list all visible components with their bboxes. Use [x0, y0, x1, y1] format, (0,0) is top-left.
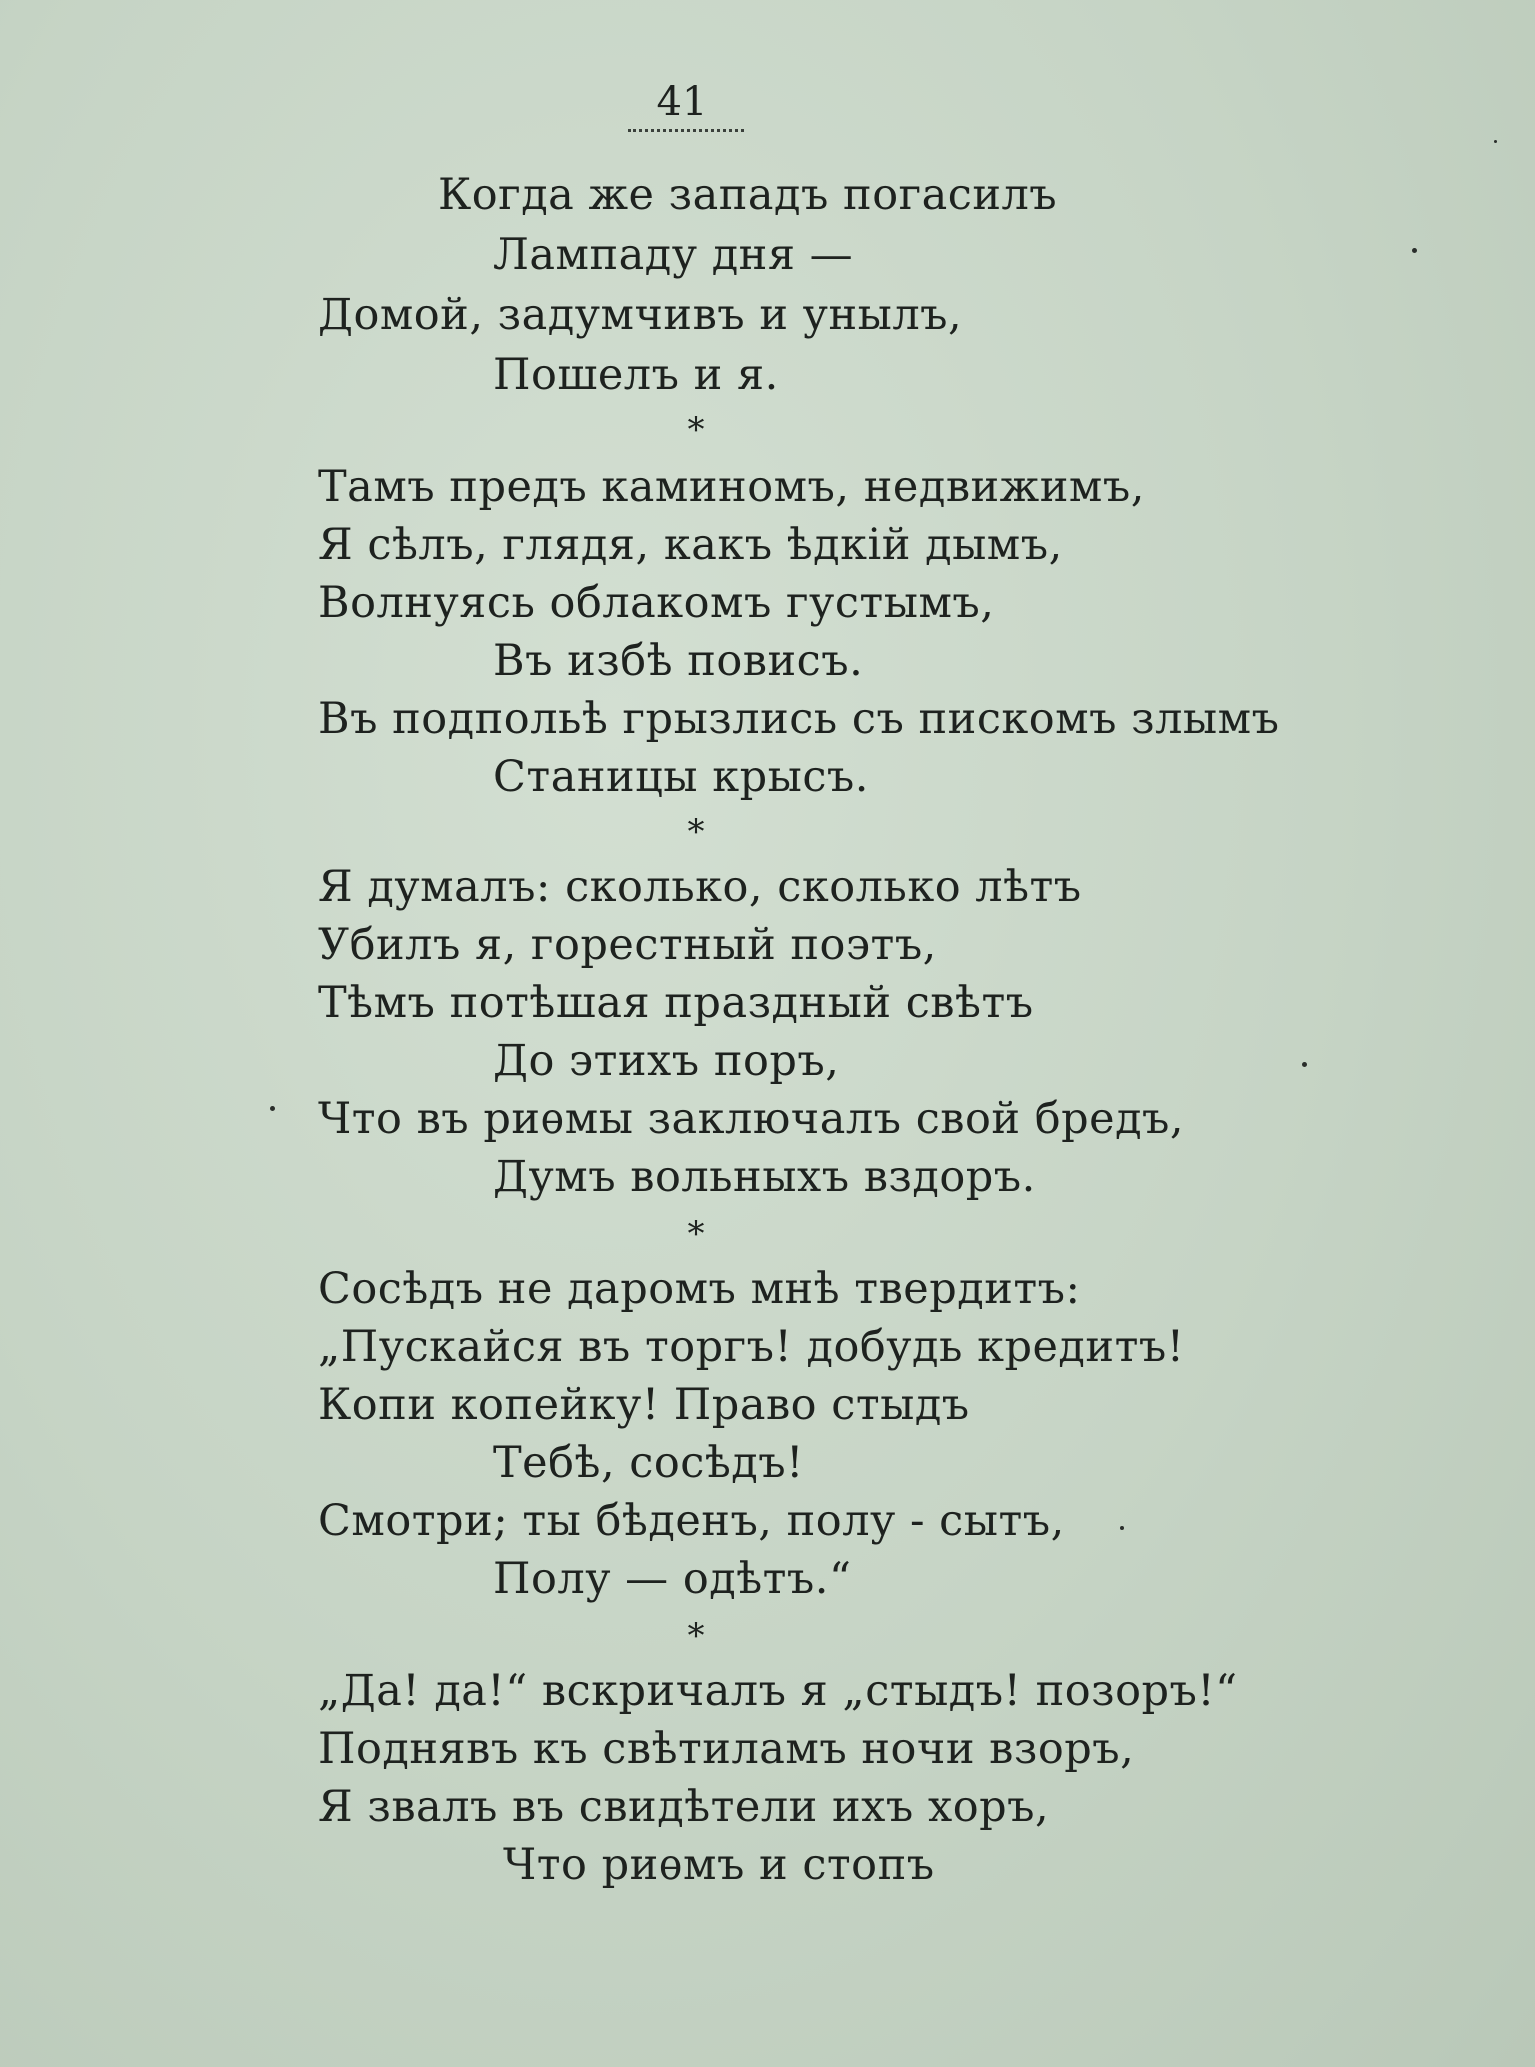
- poem-line: Въ подпольѣ грызлись съ пискомъ злымъ: [318, 694, 1280, 744]
- poem-line: Тамъ предъ каминомъ, недвижимъ,: [318, 462, 1145, 512]
- poem-line: Въ избѣ повисъ.: [493, 636, 864, 686]
- print-speck: [270, 1106, 275, 1111]
- poem-line: Думъ вольныхъ вздоръ.: [493, 1152, 1036, 1202]
- poem-line: Лампаду дня —: [493, 230, 854, 280]
- poem-line: Пошелъ и я.: [493, 350, 779, 400]
- poem-line: Волнуясь облакомъ густымъ,: [318, 578, 995, 628]
- poem-line: Копи копейку! Право стыдъ: [318, 1380, 970, 1430]
- poem-line: „Да! да!“ вскричалъ я „стыдъ! позоръ!“: [318, 1666, 1238, 1716]
- poem-line: „Пускайся въ торгъ! добудь кредитъ!: [318, 1322, 1185, 1372]
- poem-line: Убилъ я, горестный поэтъ,: [318, 920, 937, 970]
- poem: [318, 0, 1318, 2067]
- poem-line: Смотри; ты бѣденъ, полу - сытъ,: [318, 1496, 1065, 1546]
- print-speck: [1120, 1526, 1124, 1530]
- poem-line: Станицы крысъ.: [493, 752, 869, 802]
- poem-line: Поднявъ къ свѣтиламъ ночи взоръ,: [318, 1724, 1135, 1774]
- poem-line: Тебѣ, сосѣдъ!: [493, 1438, 804, 1488]
- stanza-separator: *: [687, 410, 705, 450]
- poem-line: Домой, задумчивъ и унылъ,: [318, 290, 963, 340]
- poem-line: Я сѣлъ, глядя, какъ ѣдкій дымъ,: [318, 520, 1063, 570]
- stanza-separator: *: [687, 1214, 705, 1254]
- poem-line: Полу — одѣтъ.“: [493, 1554, 852, 1604]
- poem-line: Я думалъ: сколько, сколько лѣтъ: [318, 862, 1082, 912]
- print-speck: [1412, 248, 1417, 253]
- poem-line: Что въ риѳмы заключалъ свой бредъ,: [318, 1094, 1185, 1144]
- print-speck: [1494, 140, 1497, 143]
- poem-line: Тѣмъ потѣшая праздный свѣтъ: [318, 978, 1034, 1028]
- poem-line: Сосѣдъ не даромъ мнѣ твердитъ:: [318, 1264, 1081, 1314]
- poem-line: Что риѳмъ и стопъ: [503, 1840, 935, 1890]
- stanza-separator: *: [687, 812, 705, 852]
- poem-line: Я звалъ въ свидѣтели ихъ хоръ,: [318, 1782, 1050, 1832]
- print-speck: [1302, 1062, 1307, 1067]
- poem-line: До этихъ поръ,: [493, 1036, 840, 1086]
- poem-line: Когда же западъ погасилъ: [438, 170, 1058, 220]
- stanza-separator: *: [687, 1616, 705, 1656]
- page-number: 41: [656, 79, 708, 125]
